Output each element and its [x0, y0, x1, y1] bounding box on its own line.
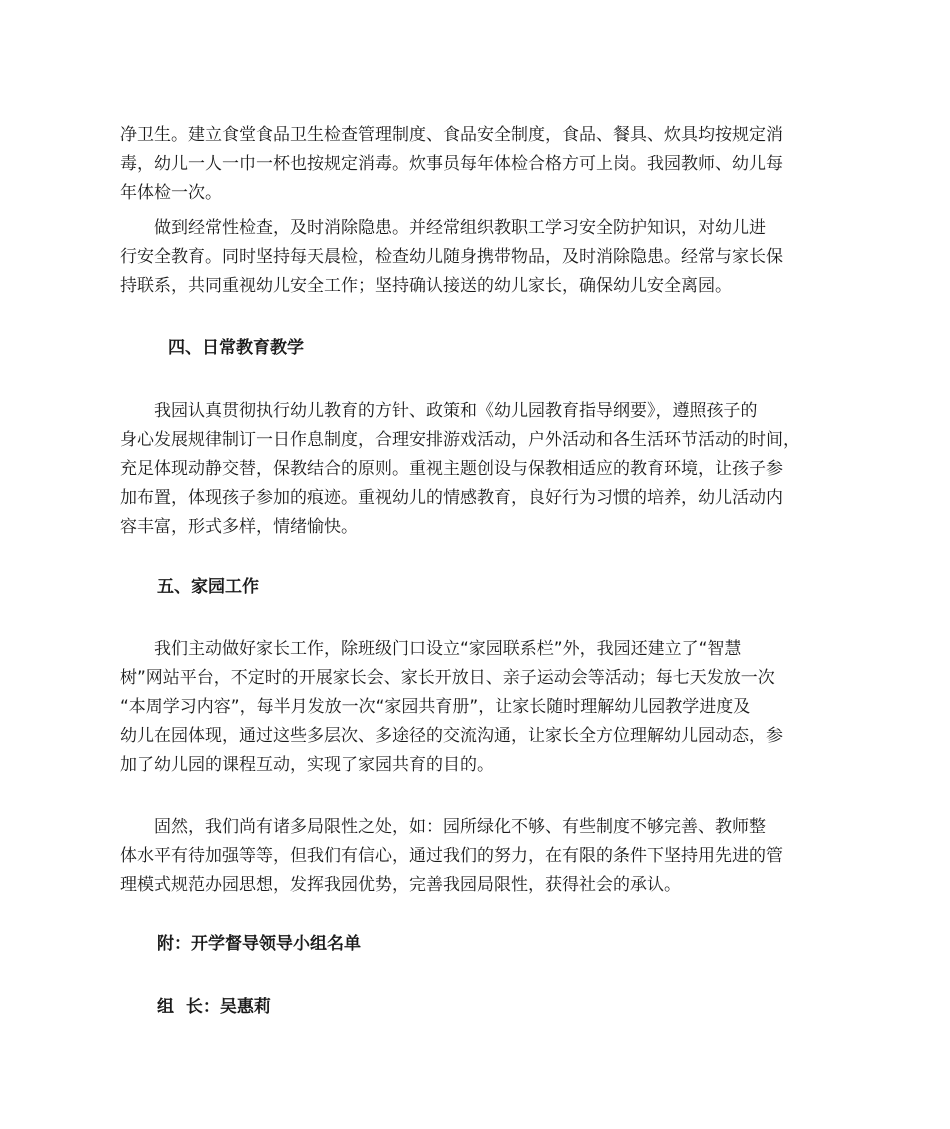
text-line: 幼儿在园体现，通过这些多层次、多途径的交流沟通，让家长全方位理解幼儿园动态，参 [120, 726, 783, 746]
text-line: 树”网站平台，不定时的开展家长会、家长开放日、亲子运动会等活动；每七天发放一次 [120, 668, 775, 688]
text-line: 加布置，体现孩子参加的痕迹。重视幼儿的情感教育，良好行为习惯的培养，幼儿活动内 [120, 488, 783, 508]
text-line: 身心发展规律制订一日作息制度，合理安排游戏活动，户外活动和各生活环节活动的时间， [120, 430, 800, 450]
paragraph-daily-education [120, 397, 840, 542]
text-line: 持联系，共同重视幼儿安全工作；坚持确认接送的幼儿家长，确保幼儿安全离园。 [120, 276, 732, 296]
text-line: 行安全教育。同时坚持每天晨检，检查幼儿随身携带物品，及时消除隐患。经常与家长保 [120, 247, 783, 267]
text-line: “本周学习内容”，每半月发放一次“家园共育册”，让家长随时理解幼儿园教学进度及 [120, 697, 751, 717]
text-line: 做到经常性检查，及时消除隐患。并经常组织教职工学习安全防护知识，对幼儿进 [120, 218, 766, 238]
text-line: 年体检一次。 [120, 183, 222, 203]
section-heading-daily-education: 四、日常教育教学 [168, 338, 304, 358]
group-leader-line: 组 长：吴惠莉 [157, 997, 271, 1017]
text-line: 理模式规范办园思想，发挥我园优势，完善我园局限性，获得社会的承认。 [120, 875, 681, 895]
paragraph-hygiene [120, 121, 840, 208]
paragraph-limitations [120, 813, 840, 900]
text-line: 毒，幼儿一人一巾一杯也按规定消毒。炊事员每年体检合格方可上岗。我园教师、幼儿每 [120, 154, 783, 174]
text-line: 体水平有待加强等等，但我们有信心，通过我们的努力，在有限的条件下坚持用先进的管 [120, 846, 783, 866]
paragraph-safety-check [120, 214, 840, 301]
appendix-heading: 附：开学督导领导小组名单 [157, 934, 361, 954]
paragraph-home-school [120, 635, 840, 780]
text-line: 固然，我们尚有诸多局限性之处，如：园所绿化不够、有些制度不够完善、教师整 [120, 817, 766, 837]
text-line: 我园认真贯彻执行幼儿教育的方针、政策和《幼儿园教育指导纲要》，遵照孩子的 [120, 401, 758, 421]
section-heading-home-school: 五、家园工作 [157, 577, 259, 597]
text-line: 容丰富，形式多样，情绪愉快。 [120, 517, 358, 537]
text-line: 我们主动做好家长工作，除班级门口设立“家园联系栏”外，我园还建立了“智慧 [120, 639, 742, 659]
text-line: 加了幼儿园的课程互动，实现了家园共育的目的。 [120, 755, 494, 775]
text-line: 净卫生。建立食堂食品卫生检查管理制度、食品安全制度，食品、餐具、炊具均按规定消 [120, 125, 783, 145]
text-line: 充足体现动静交替，保教结合的原则。重视主题创设与保教相适应的教育环境，让孩子参 [120, 459, 783, 479]
